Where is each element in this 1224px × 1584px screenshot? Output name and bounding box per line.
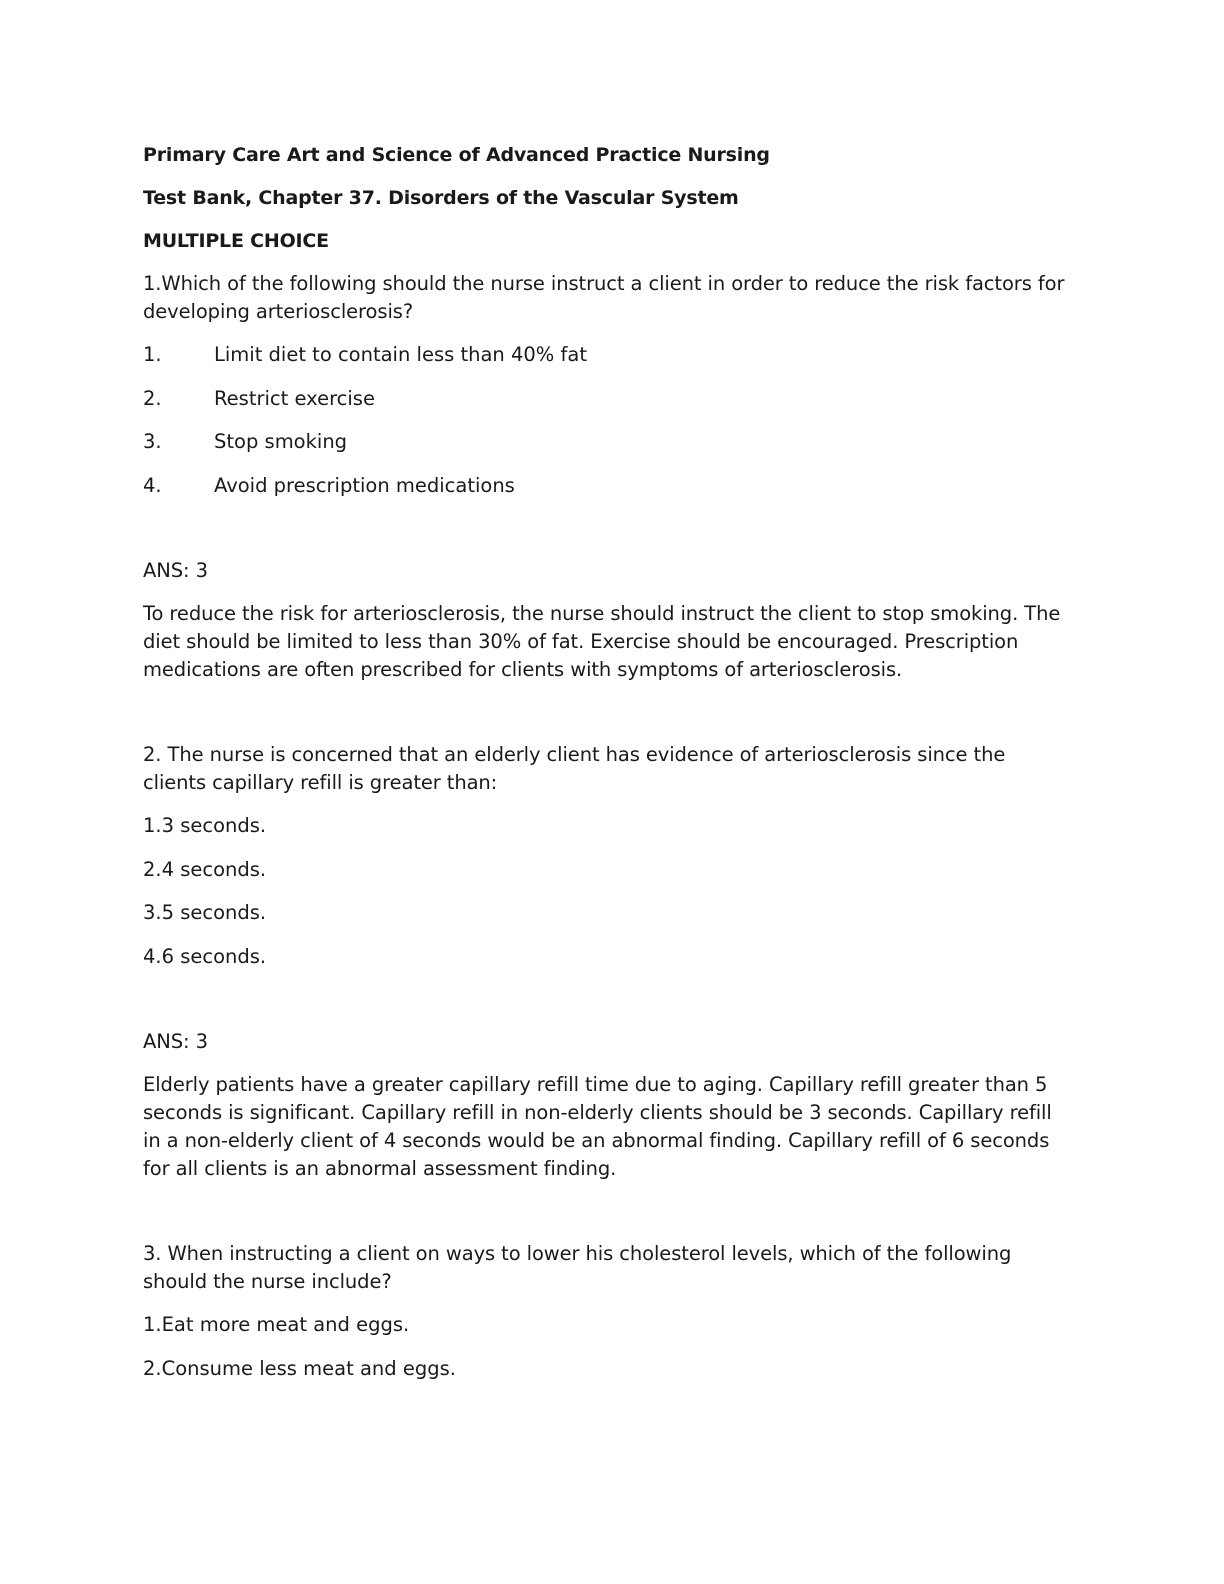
answer-option: 1.3 seconds. — [143, 814, 267, 837]
option-text: Restrict exercise — [214, 386, 375, 410]
section-heading: MULTIPLE CHOICE — [143, 230, 329, 252]
answer-option — [143, 428, 1073, 456]
answer-option — [143, 385, 1073, 413]
question-2 — [143, 741, 1073, 1183]
document-title: Primary Care Art and Science of Advanced Practice Nursing — [143, 144, 770, 166]
answer-key: ANS: 3 — [143, 1030, 208, 1053]
rationale: To reduce the risk for arteriosclerosis, the nurse should instruct the client to stop smoking. The diet should be limited to less than 30% of fat. Exercise should be encouraged. Prescription medications are often prescribed for clients with symptoms of arteriosclerosis. — [143, 602, 1061, 681]
answer-option: 2.4 seconds. — [143, 857, 267, 881]
answer-option: 4.6 seconds. — [143, 944, 267, 968]
question-3 — [143, 1240, 1073, 1383]
document-page — [143, 141, 1073, 1398]
chapter-subtitle: Test Bank, Chapter 37. Disorders of the Vascular System — [143, 187, 739, 209]
answer-option — [143, 472, 1073, 500]
question-stem: 1.Which of the following should the nurse instruct a client in order to reduce the risk factors for developing arteriosclerosis? — [143, 272, 1065, 323]
answer-option: 3.5 seconds. — [143, 901, 267, 924]
answer-option: 1.Eat more meat and eggs. — [143, 1313, 410, 1336]
option-number: 2. — [143, 386, 162, 410]
option-number: 1. — [143, 343, 162, 366]
answer-key: ANS: 3 — [143, 559, 208, 582]
question-1 — [143, 270, 1073, 684]
option-text: Avoid prescription medications — [214, 473, 515, 497]
answer-option — [143, 341, 1073, 369]
rationale: Elderly patients have a greater capillary refill time due to aging. Capillary refill greater than 5 seconds is significant. Capillary refill in non-elderly clients should be 3 seconds. Capillary refill in a non-elderly client of 4 seconds would be an abnormal finding. Capillary refill of 6 seconds for all clients is an abnormal assessment finding. — [143, 1073, 1052, 1180]
question-stem: 2. The nurse is concerned that an elderly client has evidence of arteriosclerosis since the clients capillary refill is greater than: — [143, 743, 1006, 794]
option-number: 3. — [143, 430, 162, 453]
option-text: Stop smoking — [214, 430, 348, 453]
answer-option: 2.Consume less meat and eggs. — [143, 1356, 456, 1380]
option-number: 4. — [143, 473, 162, 497]
option-text: Limit diet to contain less than 40% fat — [214, 343, 587, 366]
question-stem: 3. When instructing a client on ways to lower his cholesterol levels, which of the following should the nurse include? — [143, 1242, 1012, 1293]
